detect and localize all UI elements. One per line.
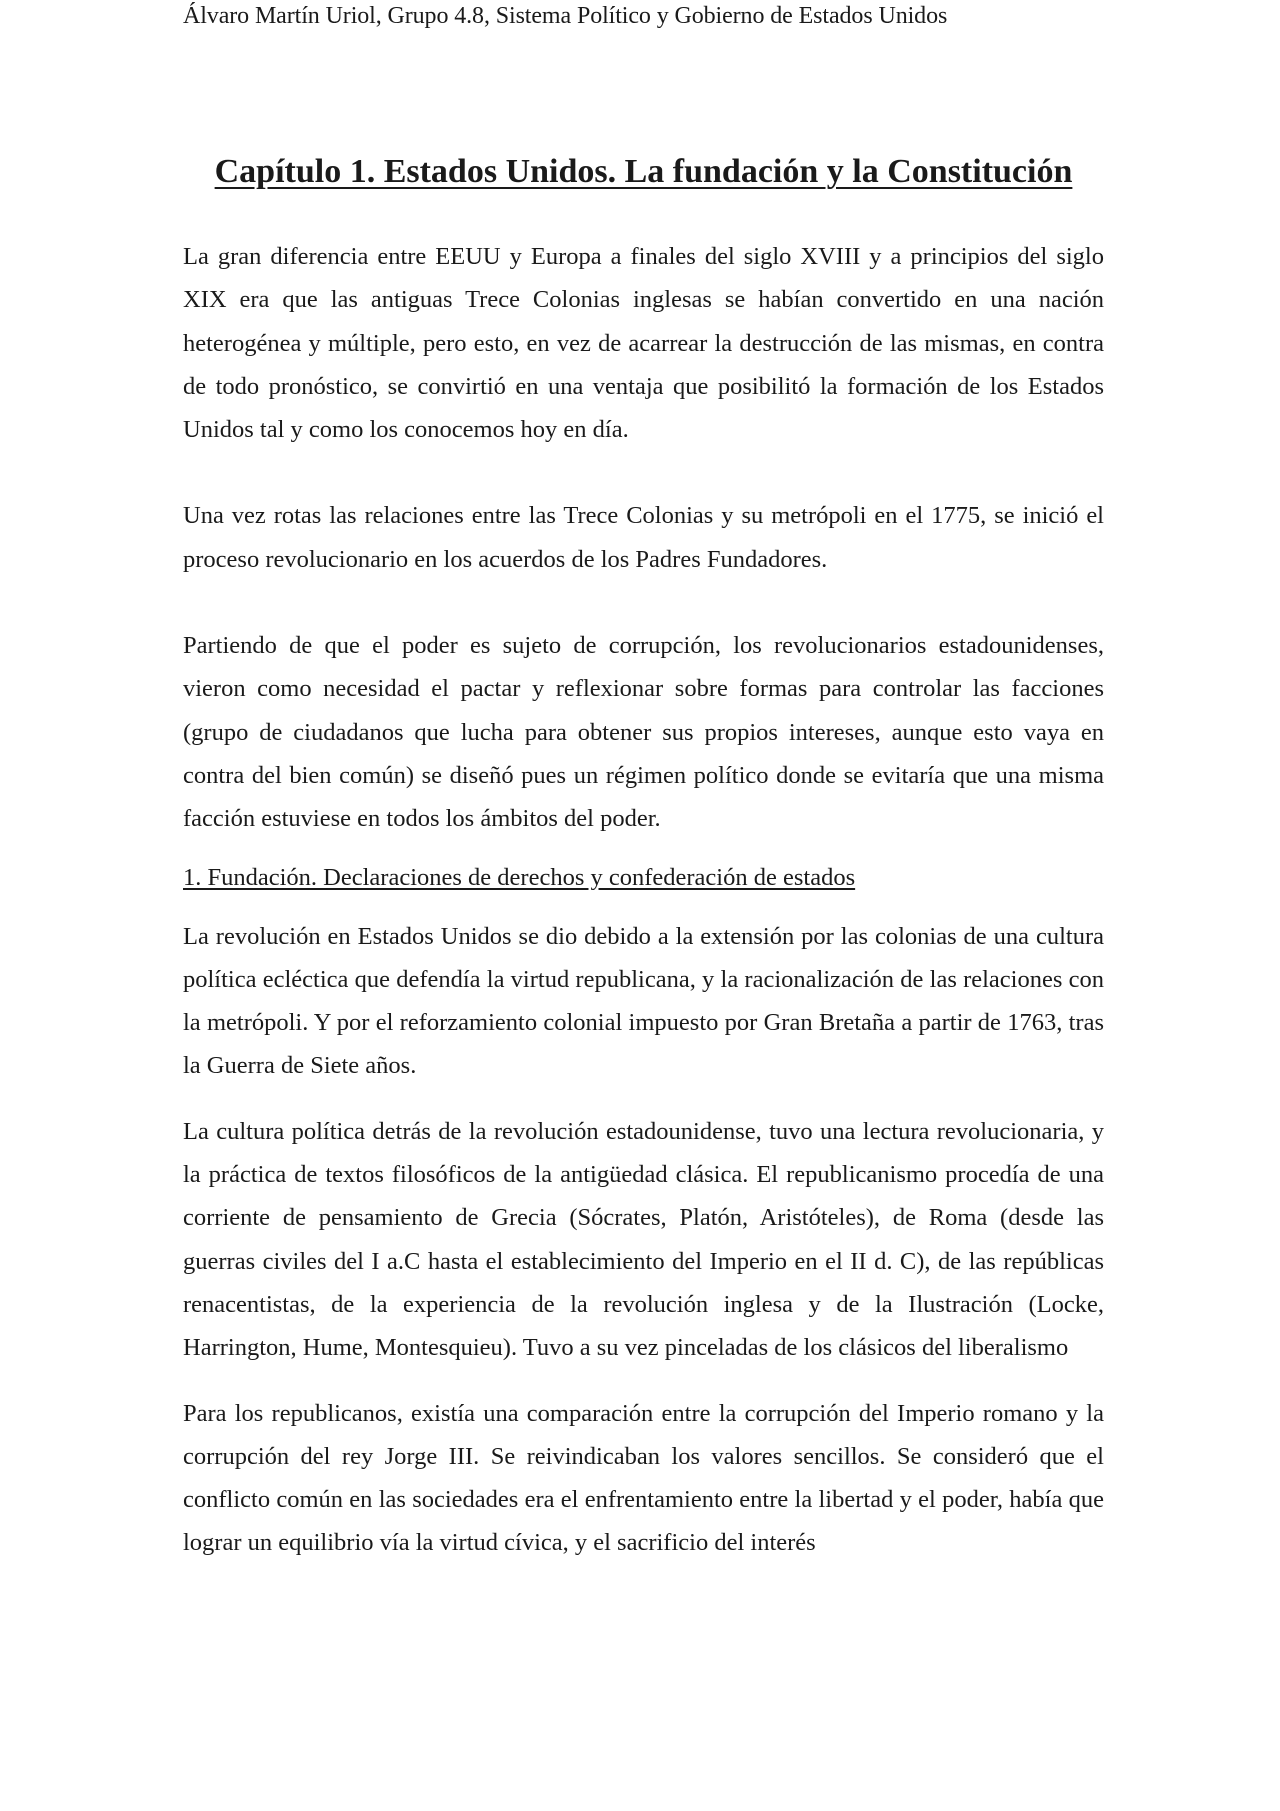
section-heading: 1. Fundación. Declaraciones de derechos y confederación de estados: [183, 863, 856, 891]
chapter-title: Capítulo 1. Estados Unidos. La fundación y la Constitución: [214, 153, 1073, 190]
paragraph-section-2: La cultura política detrás de la revolución estadounidense, tuvo una lectura revolucionaria, y la práctica de textos filosóficos de la antigüedad clásica. El republicanismo procedía de una corriente de pensamiento de Grecia (Sócrates, Platón, Aristóteles), de Roma (desde las guerras civiles del I a.C hasta el establecimiento del Imperio en el II d. C), de las repúblicas renacentistas, de la experiencia de la revolución inglesa y de la Ilustración (Locke, Harrington, Hume, Montesquieu). Tuvo a su vez pinceladas de los clásicos del liberalismo: [183, 1117, 1104, 1362]
page-content: [183, 150, 1104, 1565]
paragraph-intro-3: Partiendo de que el poder es sujeto de corrupción, los revolucionarios estadounidenses, vieron como necesidad el pactar y reflexionar sobre formas para controlar las facciones (grupo de ciudadanos que lucha para obtener sus propios intereses, aunque esto vaya en contra del bien común) se diseñó pues un régimen político donde se evitaría que una misma facción estuviese en todos los ámbitos del poder.: [183, 632, 1104, 833]
running-header: Álvaro Martín Uriol, Grupo 4.8, Sistema Político y Gobierno de Estados Unidos: [183, 3, 948, 29]
paragraph-intro-1: La gran diferencia entre EEUU y Europa a finales del siglo XVIII y a principios del siglo XIX era que las antiguas Trece Colonias inglesas se habían convertido en una nación heterogénea y múltiple, pero esto, en vez de acarrear la destrucción de las mismas, en contra de todo pronóstico, se convirtió en una ventaja que posibilitó la formación de los Estados Unidos tal y como los conocemos hoy en día.: [183, 243, 1104, 444]
paragraph-section-3: Para los republicanos, existía una comparación entre la corrupción del Imperio romano y la corrupción del rey Jorge III. Se reivindicaban los valores sencillos. Se consideró que el conflicto común en las sociedades era el enfrentamiento entre la libertad y el poder, había que lograr un equilibrio vía la virtud cívica, y el sacrificio del interés: [183, 1399, 1104, 1557]
paragraph-section-1: La revolución en Estados Unidos se dio debido a la extensión por las colonias de una cultura política ecléctica que defendía la virtud republicana, y la racionalización de las relaciones con la metrópoli. Y por el reforzamiento colonial impuesto por Gran Bretaña a partir de 1763, tras la Guerra de Siete años.: [183, 922, 1104, 1080]
paragraph-intro-2: Una vez rotas las relaciones entre las Trece Colonias y su metrópoli en el 1775, se inició el proceso revolucionario en los acuerdos de los Padres Fundadores.: [183, 502, 1104, 573]
